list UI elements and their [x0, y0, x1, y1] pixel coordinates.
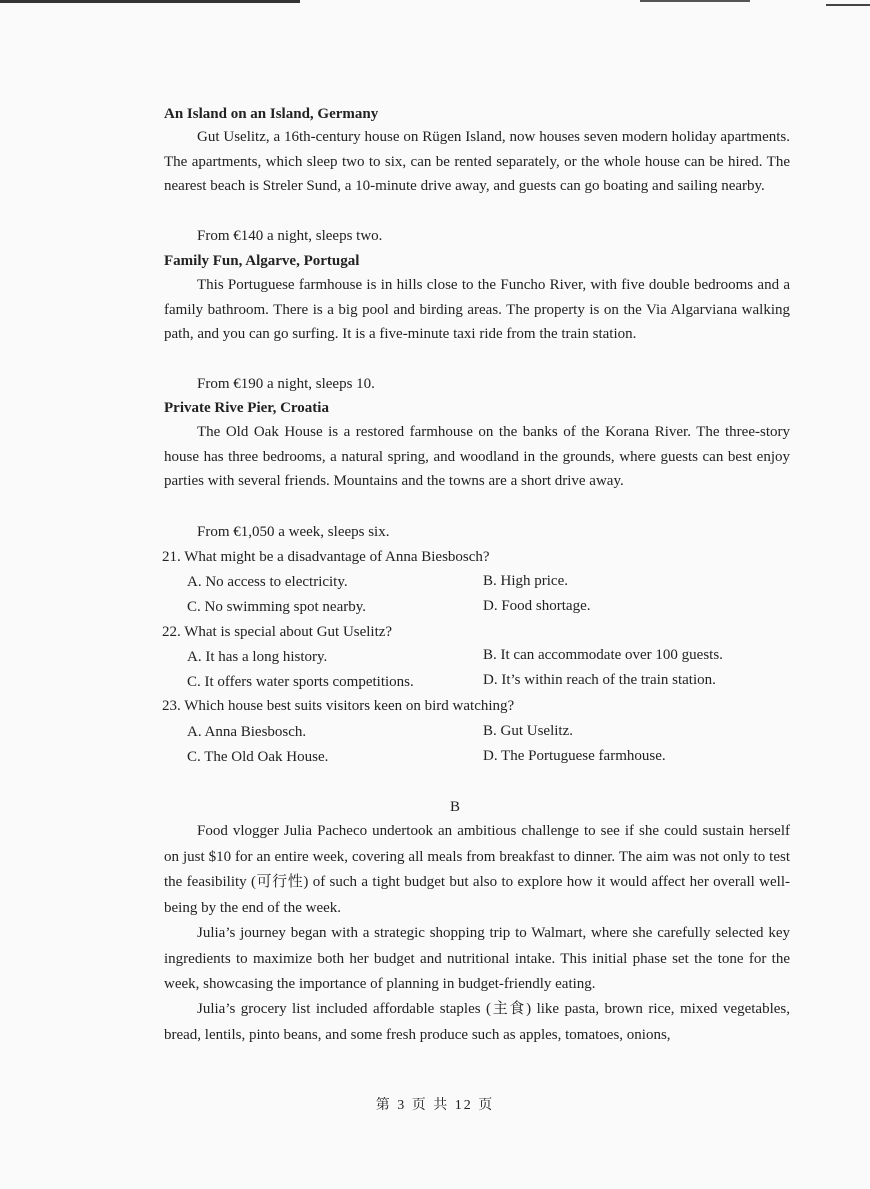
- question-option: D. The Portuguese farmhouse.: [483, 748, 666, 764]
- question-option: A. Anna Biesbosch.: [187, 724, 307, 740]
- question-stem: 23. Which house best suits visitors keen on bird watching?: [162, 698, 515, 714]
- listing-body: This Portuguese farmhouse is in hills close to the Funcho River, with five double bedrooms and a family bathroom. There is a big pool and birding areas. The property is on the Via Algarviana walking path, and you can go surfing. It is a five-minute taxi ride from the train station.: [164, 277, 790, 342]
- listing-title: Family Fun, Algarve, Portugal: [164, 253, 360, 269]
- listing-body: The Old Oak House is a restored farmhouse on the banks of the Korana River. The three-story house has three bedrooms, a natural spring, and woodland in the grounds, where guests can best enjoy parties with several friends. Mountains and the towns are a short drive away.: [164, 424, 790, 489]
- question-option: B. Gut Uselitz.: [483, 723, 573, 739]
- question-option: D. It’s within reach of the train station.: [483, 672, 716, 688]
- passage-paragraph: Julia’s journey began with a strategic shopping trip to Walmart, where she carefully selected key ingredients to maximize both her budget and nutritional intake. This initial phase set the tone for the week, showcasing the importance of planning in budget-friendly eating.: [164, 925, 790, 992]
- question-option: C. The Old Oak House.: [187, 749, 329, 765]
- question-option: B. High price.: [483, 573, 568, 589]
- listing-title: Private Rive Pier, Croatia: [164, 400, 329, 416]
- listing-body: Gut Uselitz, a 16th-century house on Rügen Island, now houses seven modern holiday apartments. The apartments, which sleep two to six, can be rented separately, or the whole house can be hired. The nearest beach is Streler Sund, a 10-minute drive away, and guests can go boating and sailing nearby.: [164, 129, 790, 194]
- question-option: A. No access to electricity.: [187, 574, 348, 590]
- scan-edge-mark: [0, 0, 300, 3]
- question-stem: 21. What might be a disadvantage of Anna Biesbosch?: [162, 549, 490, 565]
- listing-price: From €1,050 a week, sleeps six.: [197, 524, 390, 540]
- listing-price: From €190 a night, sleeps 10.: [197, 376, 375, 392]
- question-option: D. Food shortage.: [483, 598, 591, 614]
- scan-edge-mark: [826, 4, 870, 6]
- listing-price: From €140 a night, sleeps two.: [197, 228, 383, 244]
- page-number-footer: 第 3 页 共 12 页: [375, 1098, 495, 1113]
- question-option: B. It can accommodate over 100 guests.: [483, 647, 723, 663]
- passage-paragraph: Food vlogger Julia Pacheco undertook an ambitious challenge to see if she could sustain herself on just $10 for an entire week, covering all meals from breakfast to dinner. The aim was not only to test the feasibility (可行性) of such a tight budget but also to explore how it would affect her overall well-being by the end of the week.: [164, 823, 790, 916]
- listing-title: An Island on an Island, Germany: [164, 106, 379, 122]
- scan-edge-mark: [640, 0, 750, 2]
- question-option: A. It has a long history.: [187, 649, 328, 665]
- question-option: C. No swimming spot nearby.: [187, 599, 367, 615]
- question-option: C. It offers water sports competitions.: [187, 674, 414, 690]
- question-stem: 22. What is special about Gut Uselitz?: [162, 624, 393, 640]
- passage-paragraph: Julia’s grocery list included affordable staples (主食) like pasta, brown rice, mixed vegetables, bread, lentils, pinto beans, and some fresh produce such as apples, tomatoes, onions,: [164, 1001, 790, 1043]
- section-letter: B: [450, 799, 461, 815]
